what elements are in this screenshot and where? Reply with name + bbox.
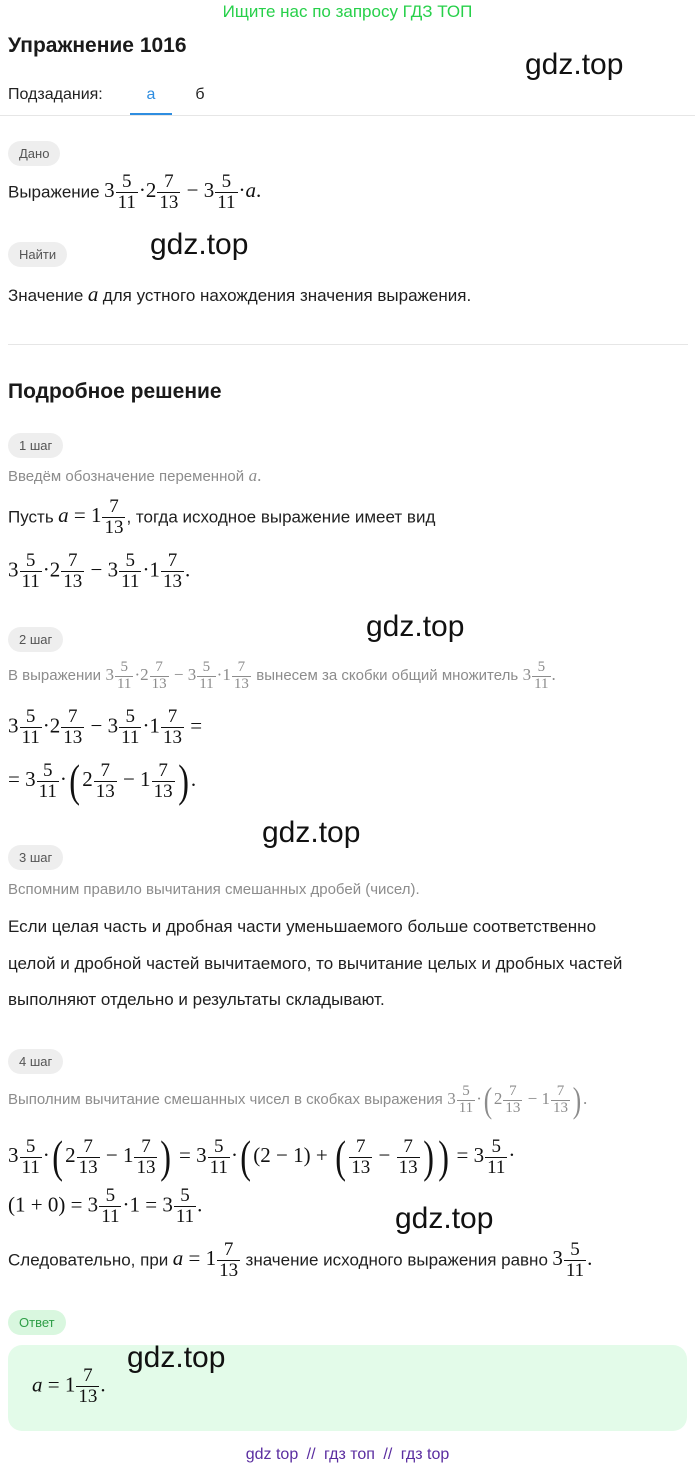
section-divider (8, 344, 688, 345)
tabs-divider (0, 115, 695, 116)
step-1-expression: 3 $\frac{5}{11}$ ·2 $\frac{7}{13}$ − 3 $\frac{5}{11}$ ·1 $\frac{7}{13}$ . (8, 550, 191, 592)
subtasks-label: Подзадания: (8, 86, 103, 103)
step-1-badge: 1 шаг (8, 433, 63, 458)
footer-link-2[interactable]: гдз топ (324, 1446, 375, 1463)
step-4-badge: 4 шаг (8, 1049, 63, 1074)
tab-b[interactable]: б (195, 86, 205, 103)
watermark: gdz.top (150, 228, 249, 261)
footer-separator: // (383, 1446, 393, 1463)
step-4-conclusion: Следовательно, при a = 1 $\frac{7}{13}$ значение исходного выражения равно 3 $\frac{5}{11}$ . (8, 1239, 593, 1281)
footer-separator: // (306, 1446, 316, 1463)
find-text-pre: Значение (8, 286, 84, 305)
step-4-line-1: 3 $\frac{5}{11}$ ·( 2 $\frac{7}{13}$ − 1 $\frac{7}{13}$ ) = 3 $\frac{5}{11}$ ·( (2 − 1) + ( $\frac{7}{13}$ − $\frac{7}{13}$ )) = 3 $\frac{5}{11}$ · (8, 1131, 516, 1182)
step-2-badge: 2 шаг (8, 627, 63, 652)
step-2-line-1: 3 $\frac{5}{11}$ ·2 $\frac{7}{13}$ − 3 $\frac{5}{11}$ ·1 $\frac{7}{13}$ = (8, 706, 203, 748)
find-variable: a (87, 282, 99, 306)
watermark: gdz.top (262, 816, 361, 849)
tab-a[interactable]: а (130, 78, 172, 115)
step-2-line-2: = 3 $\frac{5}{11}$ ·( 2 $\frac{7}{13}$ − 1 $\frac{7}{13}$ ) . (8, 755, 197, 806)
step-3-badge: 3 шаг (8, 845, 63, 870)
footer-links (0, 1446, 695, 1464)
answer-expression: a = 1 $\frac{7}{13}$ . (32, 1365, 106, 1407)
step-3-text-line-1: Если целая часть и дробная части уменьшаемого больше соответственно (8, 917, 597, 936)
watermark: gdz.top (525, 48, 624, 81)
watermark: gdz.top (366, 610, 465, 643)
footer-link-1[interactable]: gdz top (245, 1446, 299, 1463)
footer-link-3[interactable]: гдз top (400, 1446, 450, 1463)
find-row (8, 282, 471, 307)
step-3-text-line-3: выполняют отдельно и результаты складывают. (8, 990, 385, 1009)
answer-box (8, 1345, 687, 1431)
watermark: gdz.top (127, 1341, 226, 1374)
step-1-text: Пусть a = 1 $\frac{7}{13}$ , тогда исходное выражение имеет вид (8, 496, 436, 538)
step-4-line-2: (1 + 0) = 3 $\frac{5}{11}$ ·1 = 3 $\frac{5}{11}$ . (8, 1185, 203, 1227)
solution-title: Подробное решение (8, 380, 222, 403)
answer-badge: Ответ (8, 1310, 66, 1335)
watermark: gdz.top (395, 1202, 494, 1235)
page-title: Упражнение 1016 (8, 34, 187, 57)
given-row (8, 172, 261, 213)
step-3-text-line-2: целой и дробной частей вычитаемого, то вычитание целых и дробных частей (8, 954, 623, 973)
given-text: Выражение (8, 182, 100, 202)
find-badge: Найти (8, 242, 67, 267)
step-1-hint: Введём обозначение переменной a. (8, 466, 262, 485)
step-4-hint: Выполним вычитание смешанных чисел в скобках выражения 3 $\frac{5}{11}$ ·( 2 $\frac{7}{13}$ − 1 $\frac{7}{13}$ ) . (8, 1080, 588, 1120)
given-expression: 3 $\frac{5}{11}$ ·2 $\frac{7}{13}$ − 3 $\frac{5}{11}$ ·a. (104, 171, 262, 213)
step-2-hint: В выражении 3 $\frac{5}{11}$ ·2 $\frac{7}{13}$ − 3 $\frac{5}{11}$ ·1 $\frac{7}{13}$ вынесем за скобки общий множитель 3 $\frac{5}{11}$ . (8, 659, 556, 692)
given-badge: Дано (8, 141, 60, 166)
find-text-post: для устного нахождения значения выражения. (102, 286, 472, 305)
top-banner: Ищите нас по запросу ГДЗ ТОП (222, 2, 473, 21)
step-3-hint: Вспомним правило вычитания смешанных дробей (чисел). (8, 881, 420, 898)
